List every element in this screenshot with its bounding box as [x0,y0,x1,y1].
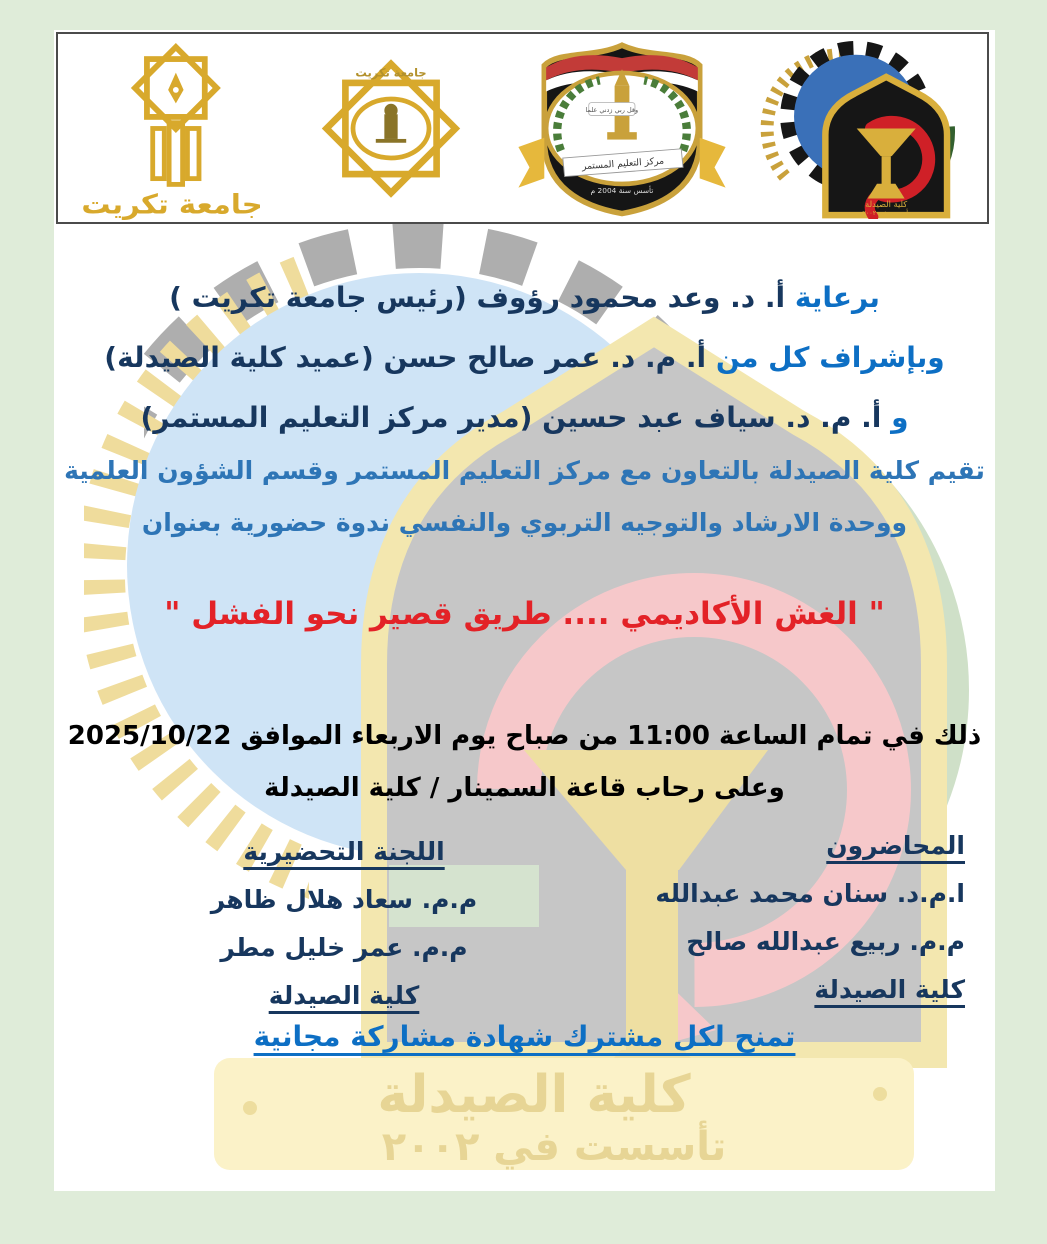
cec-logo-scroll: وقل ربي زدني علما [585,105,639,114]
college-of-pharmacy-logo [759,37,971,219]
schedule-line-1: ذلك في تمام الساعة 11:00 من صباح يوم الاربعاء الموافق 2025/10/22 [67,721,982,751]
sponsorship-rest-2: أ. م. د. عمر صالح حسن (عميد كلية الصيدلة) [104,341,716,374]
intro-line-1: تقيم كلية الصيدلة بالتعاون مع مركز التعليم المستمر وقسم الشؤون العلمية [64,456,985,485]
sponsorship-line-2 [54,328,995,388]
lecturers-heading: المحاضرون [826,831,965,860]
sponsorship-lead-3: و [891,401,909,434]
poster-paper [54,30,995,1191]
sponsorship-line-1 [54,268,995,328]
watermark-ribbon-founded: تأسست في ٢٠٠٢ [381,1124,727,1170]
committee-member: م.م. عمر خليل مطر [220,933,468,962]
sponsorship-rest-3: أ. م. د. سياف عبد حسين (مدير مركز التعليم المستمر) [140,401,892,434]
watermark-ribbon-dot-left [243,1101,257,1115]
certificate-note: تمنح لكل مشترك شهادة مشاركة مجانية [253,1020,796,1053]
sponsorship-block [54,268,995,448]
committee-heading: اللجنة التحضيرية [243,837,445,866]
sponsorship-lead-1: برعاية [794,281,880,314]
gold-logo-caption: جامعة تكريت [81,189,263,221]
continuing-education-center-logo [511,37,733,219]
sponsorship-line-3 [54,388,995,448]
participants-columns [54,822,995,1022]
header-logos-box [56,32,989,224]
tikrit-university-seal-logo [296,46,486,211]
seminar-title: " الغش الأكاديمي .... طريق قصير نحو الفشل " [164,596,885,632]
schedule-block [54,710,995,814]
committee-footer: كلية الصيدلة [268,981,420,1010]
lecturers-footer: كلية الصيدلة [814,975,965,1004]
watermark-ribbon-title: كلية الصيدلة [377,1065,691,1125]
intro-block [54,445,995,549]
tikrit-university-calligraphy-logo [74,34,270,222]
committee-member: م.م. سعاد هلال ظاهر [210,885,478,914]
committee-column [164,828,524,1020]
intro-line-2: ووحدة الارشاد والتوجيه التربوي والنفسي ندوة حضورية بعنوان [141,508,908,537]
cec-logo-founded: تأسس سنة 2004 م [590,186,654,196]
pharmacy-logo-founded: تأسست في ٢٠٠٢ [862,209,910,218]
pharmacy-logo-caption: كلية الصيدلة [865,198,908,209]
watermark-ribbon-dot-right [873,1087,887,1101]
sponsorship-rest-1: أ. د. وعد محمود رؤوف (رئيس جامعة تكريت ) [169,281,795,314]
lecturer-name: م.م. ربيع عبدالله صالح [686,927,965,956]
seal-logo-caption: جامعة تكريت [355,64,427,79]
cec-logo-banner: مركز التعليم المستمر [581,155,665,173]
lecturers-column [645,822,965,1014]
sponsorship-lead-2: وبإشراف كل من [715,341,945,374]
schedule-line-2: وعلى رحاب قاعة السمينار / كلية الصيدلة [264,773,785,803]
lecturer-name: ا.م.د. سنان محمد عبدالله [655,879,965,908]
